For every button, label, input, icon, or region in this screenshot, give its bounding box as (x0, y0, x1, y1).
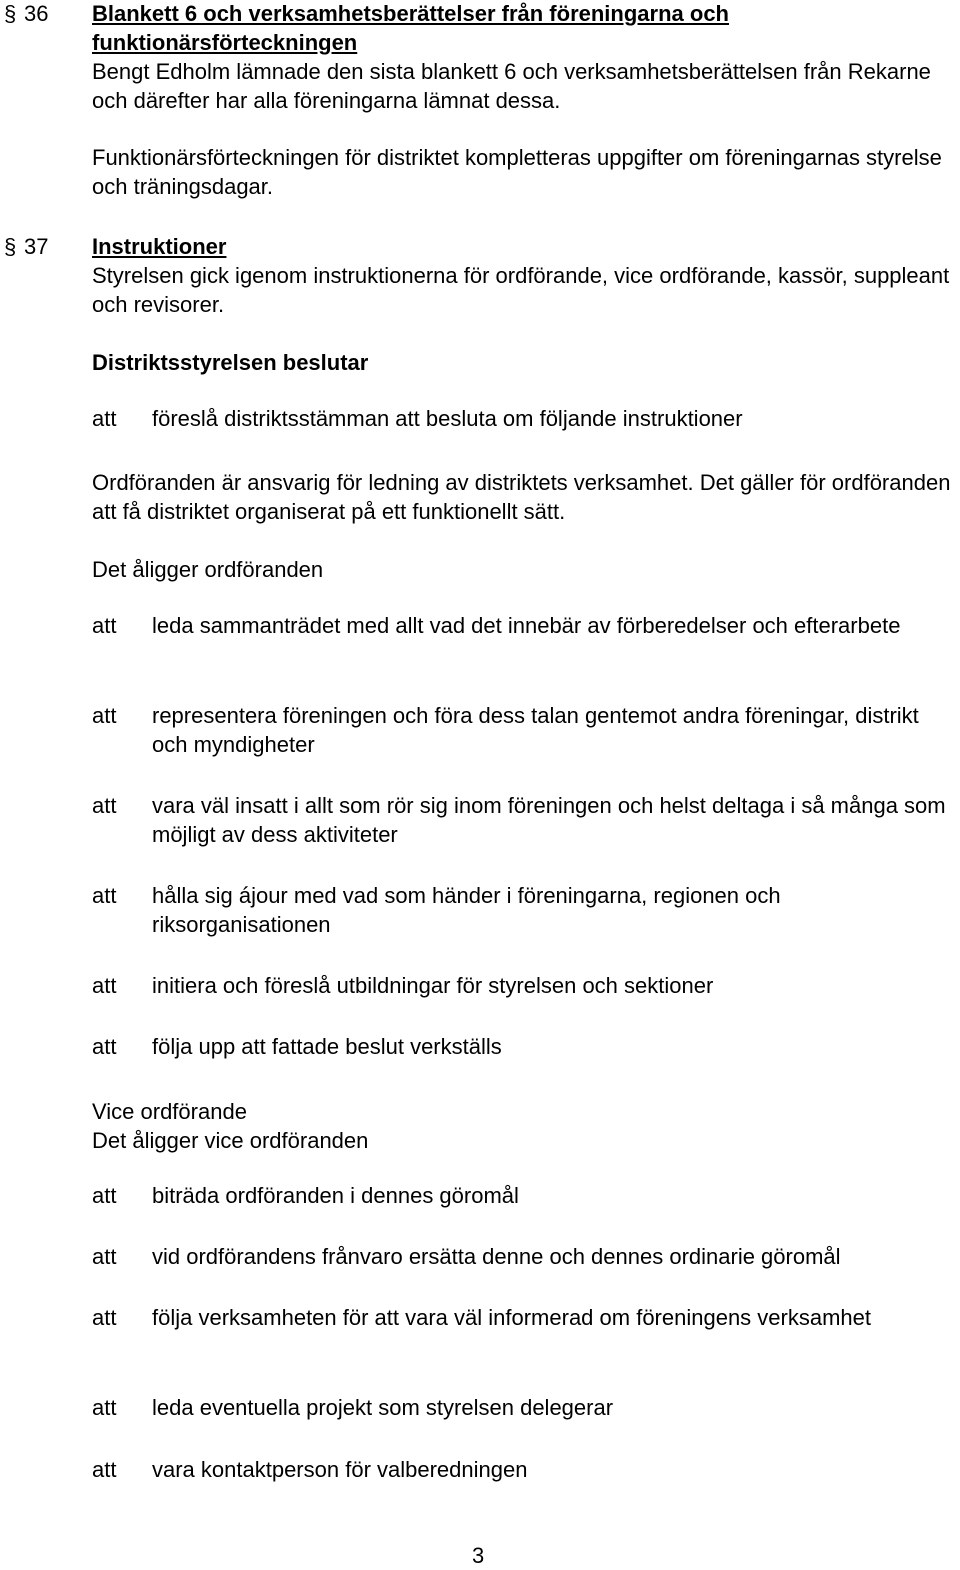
att-label: att (92, 1244, 117, 1269)
section-paragraph: Styrelsen gick igenom instruktionerna för ordförande, vice ordförande, kassör, suppleant och revisorer. (92, 263, 950, 317)
list-item: följa upp att fattade beslut verkställs (152, 1034, 502, 1059)
section-paragraph: Funktionärsförteckningen för distriktet kompletteras uppgifter om föreningarnas styrelse och träningsdagar. (92, 145, 942, 199)
att-label: att (92, 703, 117, 728)
chair-intro: Ordföranden är ansvarig för ledning av distriktets verksamhet. Det gäller för ordföranden att få distriktet organiserat på ett funktionellt sätt. (92, 470, 951, 524)
list-item: initiera och föreslå utbildningar för styrelsen och sektioner (152, 973, 714, 998)
list-item: vara kontaktperson för valberedningen (152, 1457, 528, 1482)
list-item: följa verksamheten för att vara väl informerad om föreningens verksamhet (152, 1305, 871, 1330)
list-item: vid ordförandens frånvaro ersätta denne och dennes ordinarie göromål (152, 1244, 841, 1269)
att-label: att (92, 613, 117, 638)
att-label: att (92, 1457, 117, 1482)
section-title: Instruktioner (92, 234, 227, 259)
section-number: 36 (24, 1, 49, 26)
att-label: att (92, 1305, 117, 1330)
section-title-continued: funktionärsförteckningen (92, 30, 358, 55)
section-number: 37 (24, 234, 49, 259)
list-item: representera föreningen och föra dess talan gentemot andra föreningar, distrikt och myndigheter (152, 703, 919, 757)
vice-duties-heading: Det åligger vice ordföranden (92, 1128, 369, 1153)
att-label: att (92, 406, 117, 431)
list-item: biträda ordföranden i dennes göromål (152, 1183, 519, 1208)
section-paragraph: Bengt Edholm lämnade den sista blankett 6 och verksamhetsberättelsen från Rekarne och därefter har alla föreningarna lämnat dessa. (92, 59, 931, 113)
decision-text: föreslå distriktsstämman att besluta om följande instruktioner (152, 406, 743, 431)
page-number: 3 (472, 1543, 485, 1568)
list-item: leda eventuella projekt som styrelsen delegerar (152, 1395, 614, 1420)
decision-heading: Distriktsstyrelsen beslutar (92, 350, 369, 375)
chair-duties-heading: Det åligger ordföranden (92, 557, 324, 582)
section-symbol: § (4, 234, 17, 259)
list-item: leda sammanträdet med allt vad det innebär av förberedelser och efterarbete (152, 613, 901, 638)
list-item: vara väl insatt i allt som rör sig inom föreningen och helst deltaga i så många som möjligt av dess aktiviteter (152, 793, 946, 847)
section-title: Blankett 6 och verksamhetsberättelser från föreningarna och (92, 1, 729, 26)
list-item: hålla sig ájour med vad som händer i föreningarna, regionen och riksorganisationen (152, 883, 781, 937)
att-label: att (92, 883, 117, 908)
att-label: att (92, 1034, 117, 1059)
att-label: att (92, 793, 117, 818)
att-label: att (92, 973, 117, 998)
section-symbol: § (4, 1, 17, 26)
att-label: att (92, 1395, 117, 1420)
att-label: att (92, 1183, 117, 1208)
vice-heading: Vice ordförande (92, 1099, 247, 1124)
